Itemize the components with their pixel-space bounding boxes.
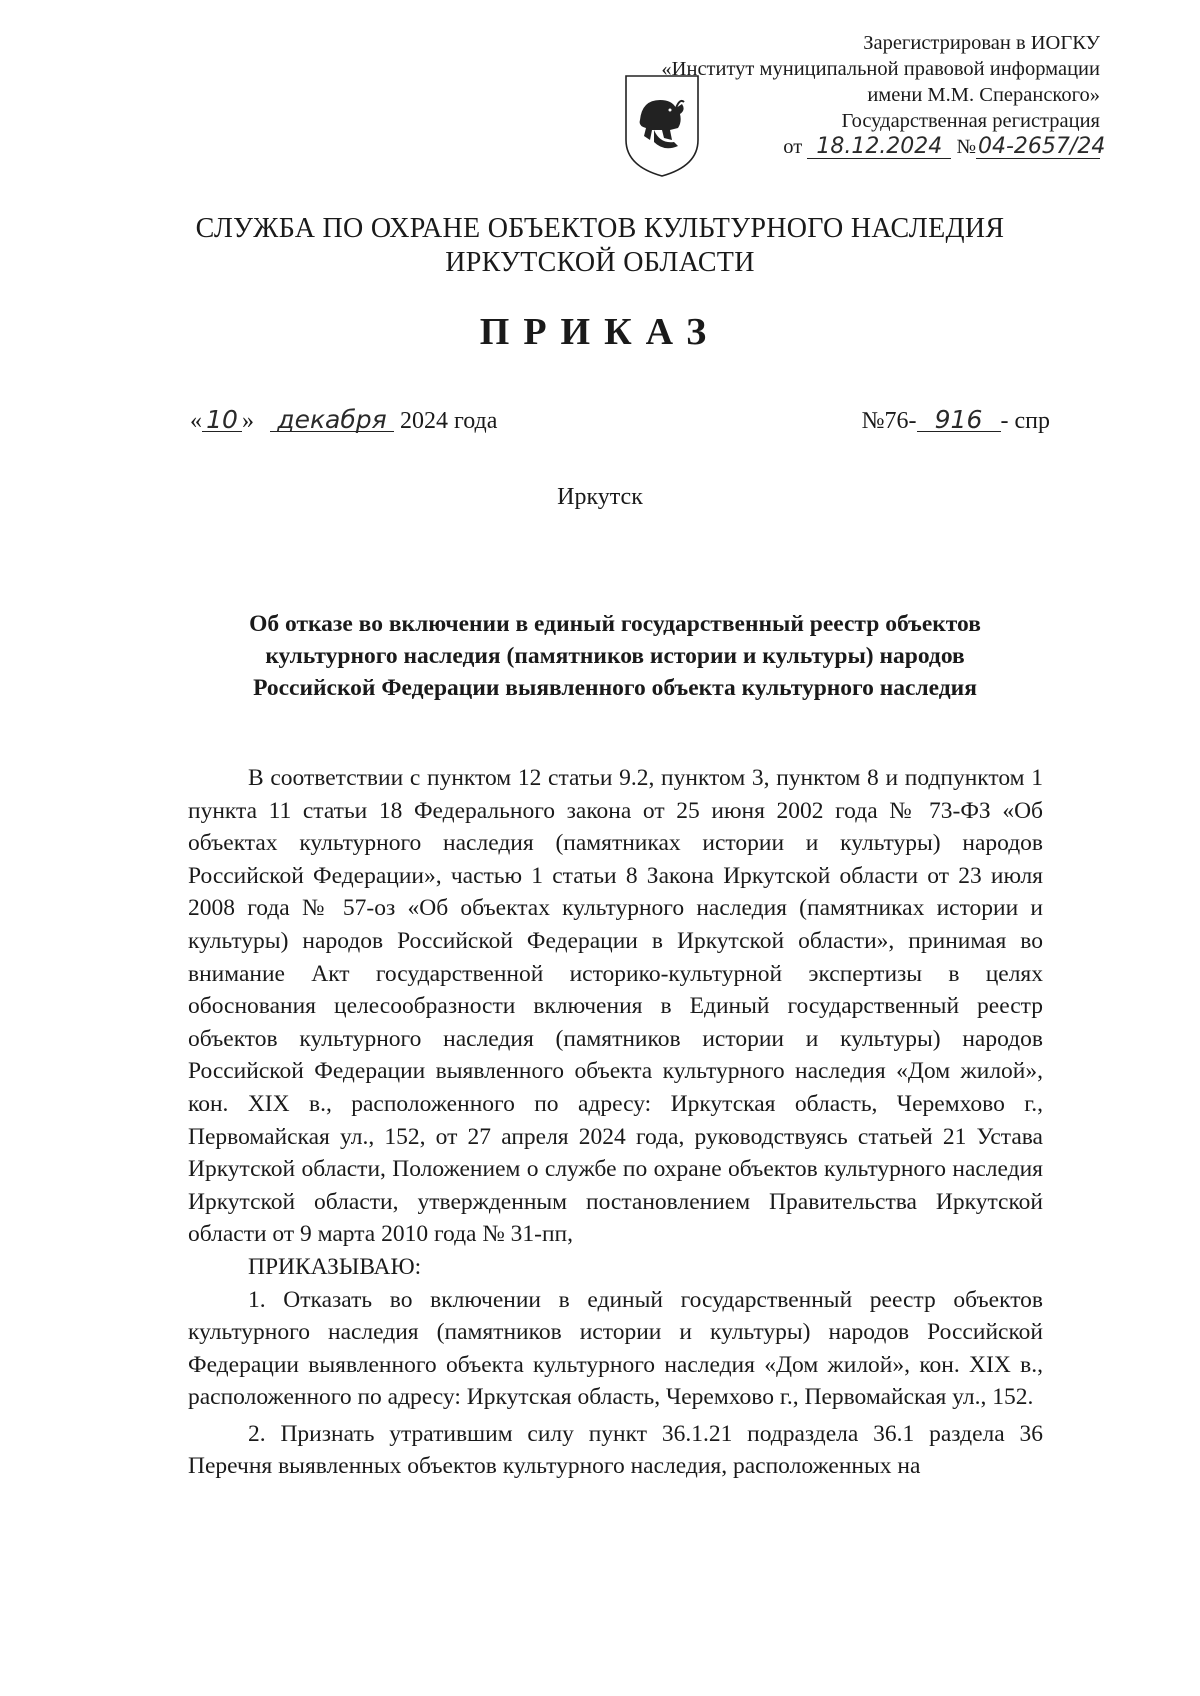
order-number-suffix: - спр	[1000, 408, 1050, 434]
order-item-2: 2. Признать утратившим силу пункт 36.1.21 подраздела 36.1 раздела 36 Перечня выявленных объектов культурного наследия, расположенных на	[188, 1420, 1043, 1480]
preamble-paragraph: В соответствии с пунктом 12 статьи 9.2, пунктом 3, пунктом 8 и подпунктом 1 пункта 11 статьи 18 Федерального закона от 25 июня 2002 года № 73-ФЗ «Об объектах культурного наследия (памятниках истории и культуры) народов Российской Федерации», частью 1 статьи 8 Закона Иркутской области от 23 июля 2008 года № 57-оз «Об объектах культурного наследия (памятниках истории и культуры) народов Российской Федерации в Иркутской области», принимая во внимание Акт государственной историко-культурной экспертизы в целях обоснования целесообразности включения в Единый государственный реестр объектов культурного наследия (памятников истории и культуры) народов Российской Федерации выявленного объекта культурного наследия «Дом жилой», кон. XIX в., расположенного по адресу: Иркутская область, Черемхово г., Первомайская ул., 152, от 27 апреля 2024 года, руководствуясь статьей 21 Устава Иркутской области, Положением о службе по охране объектов культурного наследия Иркутской области, утвержденным постановлением Правительства Иркутской области от 9 марта 2010 года № 31-пп,	[188, 765, 1043, 1248]
registration-date-handwritten: 18.12.2024	[807, 136, 951, 159]
date-open-quote: «	[190, 408, 202, 434]
order-number-handwritten: 916	[917, 409, 1001, 432]
registration-line-1: Зарегистрирован в ИОГКУ	[863, 32, 1100, 54]
order-date	[190, 405, 498, 435]
registration-line-3: имени М.М. Сперанского»	[867, 84, 1100, 106]
order-number	[861, 405, 1050, 435]
registration-from-label: от	[783, 136, 803, 158]
registration-date-number-row	[540, 134, 1106, 160]
registration-number-prefix: №	[956, 136, 976, 158]
document-title	[180, 608, 1050, 704]
document-title-line-1: Об отказе во включении в единый государственный реестр объектов	[249, 611, 981, 637]
date-close-quote: »	[242, 408, 254, 434]
document-title-line-2: культурного наследия (памятников истории и культуры) народов	[265, 643, 965, 669]
date-month-handwritten: декабря	[270, 409, 394, 432]
order-word: ПРИКАЗЫВАЮ:	[248, 1253, 422, 1280]
order-item-1: 1. Отказать во включении в единый государственный реестр объектов культурного наследия (памятников истории и культуры) народов Российской Федерации выявленного объекта культурного наследия «Дом жилой», кон. XIX в., расположенного по адресу: Иркутская область, Черемхово г., Первомайская ул., 152.	[188, 1286, 1043, 1411]
organization-name	[0, 212, 1200, 280]
organization-name-line-1: СЛУЖБА ПО ОХРАНЕ ОБЪЕКТОВ КУЛЬТУРНОГО НАСЛЕДИЯ	[195, 213, 1005, 244]
date-year: 2024 года	[400, 408, 498, 434]
registration-line-2: «Институт муниципальной правовой информации	[661, 58, 1100, 80]
city-name: Иркутск	[557, 484, 643, 510]
document-type-heading: ПРИКАЗ	[479, 311, 721, 353]
registration-number-handwritten: 04-2657/24	[978, 134, 1106, 159]
document-body	[188, 762, 1043, 1483]
document-title-line-3: Российской Федерации выявленного объекта культурного наследия	[253, 675, 977, 701]
registration-stamp	[540, 30, 1106, 160]
date-day-handwritten: 10	[202, 409, 242, 432]
registration-line-4: Государственная регистрация	[841, 110, 1100, 132]
order-number-prefix: №76-	[861, 408, 917, 434]
organization-name-line-2: ИРКУТСКОЙ ОБЛАСТИ	[445, 247, 755, 278]
